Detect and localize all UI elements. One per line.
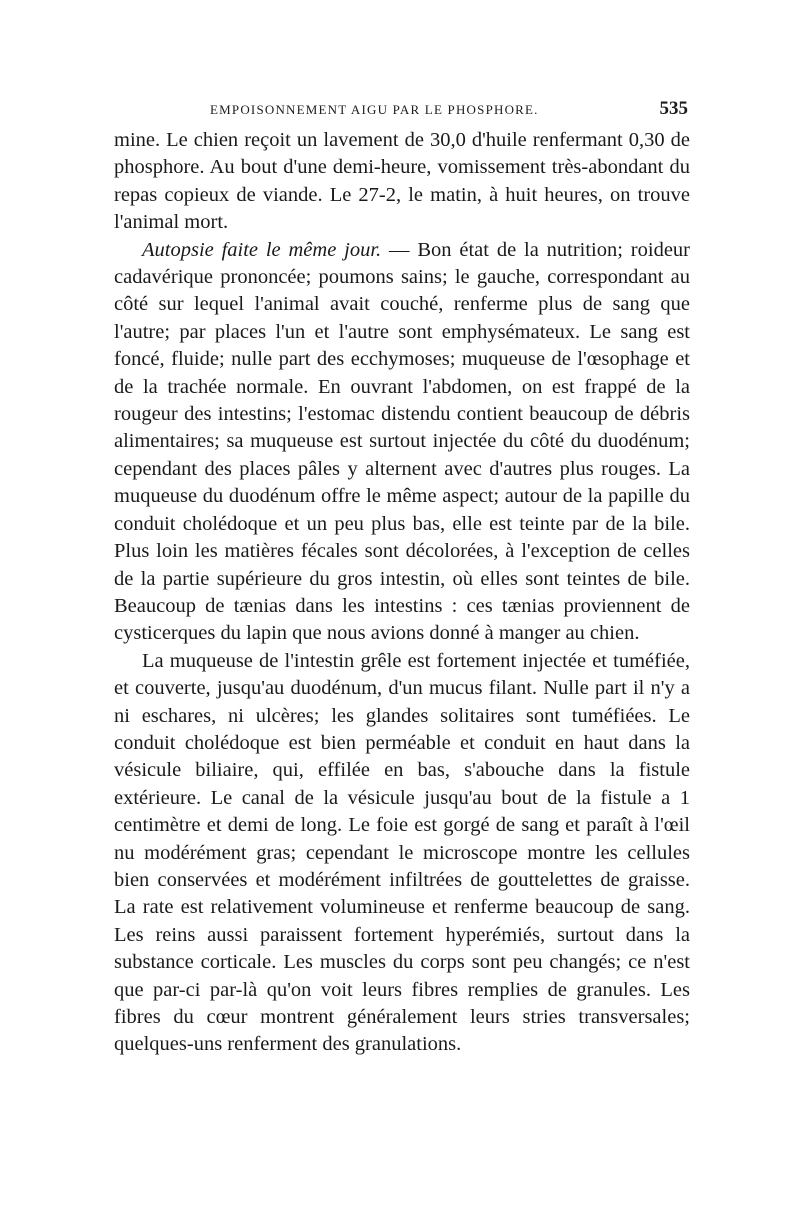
paragraph-continuation: mine. Le chien reçoit un lavement de 30,0 d'huile renfermant 0,30 de phosphore. Au bout d'une demi-heure, vomissement très-abondant du repas copieux de viande. Le 27-2, le matin, à huit heures, on trouve l'animal mort. bbox=[114, 129, 690, 234]
page-number: 535 bbox=[659, 98, 688, 119]
paragraph-autopsy bbox=[114, 237, 690, 648]
body-text bbox=[114, 127, 690, 1059]
paragraph-intestine: La muqueuse de l'intestin grêle est fortement injectée et tuméfiée, et couverte, jusqu'au duodénum, d'un mucus filant. Nulle part il n'y a ni eschares, ni ulcères; les glandes solitaires sont tuméfiées. Le conduit cholédoque est bien perméable et conduit en haut dans la vésicule biliaire, qui, effilée en bas, s'abouche dans la fistule extérieure. Le canal de la vésicule jusqu'au bout de la fistule a 1 centimètre et demi de long. Le foie est gorgé de sang et paraît à l'œil nu modérément gras; cependant le microscope montre les cellules bien conservées et modérément infiltrées de gouttelettes de graisse. La rate est relativement volumineuse et renferme beaucoup de sang. Les reins aussi paraissent fortement hyperémiés, surtout dans la substance corticale. Les muscles du corps sont peu changés; ce n'est que par-ci par-là qu'on voit leurs fibres remplies de granules. Les fibres du cœur montrent généralement leurs stries transversales; quelques-uns renferment des granulations. bbox=[114, 649, 690, 1056]
page-header bbox=[210, 100, 688, 122]
autopsy-text: — Bon état de la nutrition; roideur cadavérique prononcée; poumons sains; le gauche, correspondant au côté sur lequel l'animal avait couché, renferme plus de sang que l'autre; par places l'un et l'autre sont emphysémateux. Le sang est foncé, fluide; nulle part des ecchymoses; muqueuse de l'œsophage et de la trachée normale. En ouvrant l'abdomen, on est frappé de la rougeur des intestins; l'estomac distendu contient beaucoup de débris alimentaires; sa muqueuse est surtout injectée du côté du duodénum; cependant des places pâles y alternent avec d'autres plus rouges. La muqueuse du duodénum offre le même aspect; autour de la papille du conduit cholédoque et un peu plus bas, elle est teinte par de la bile. Plus loin les matières fécales sont décolorées, à l'exception de celles de la partie supérieure du gros intestin, où elles sont teintes de bile. Beaucoup de tænias dans les intestins : ces tænias proviennent de cysticerques du lapin que nous avions donné à manger au chien. bbox=[114, 238, 690, 645]
autopsy-heading: Autopsie faite le même jour. bbox=[142, 238, 382, 261]
running-title: EMPOISONNEMENT AIGU PAR LE PHOSPHORE. bbox=[210, 102, 539, 117]
